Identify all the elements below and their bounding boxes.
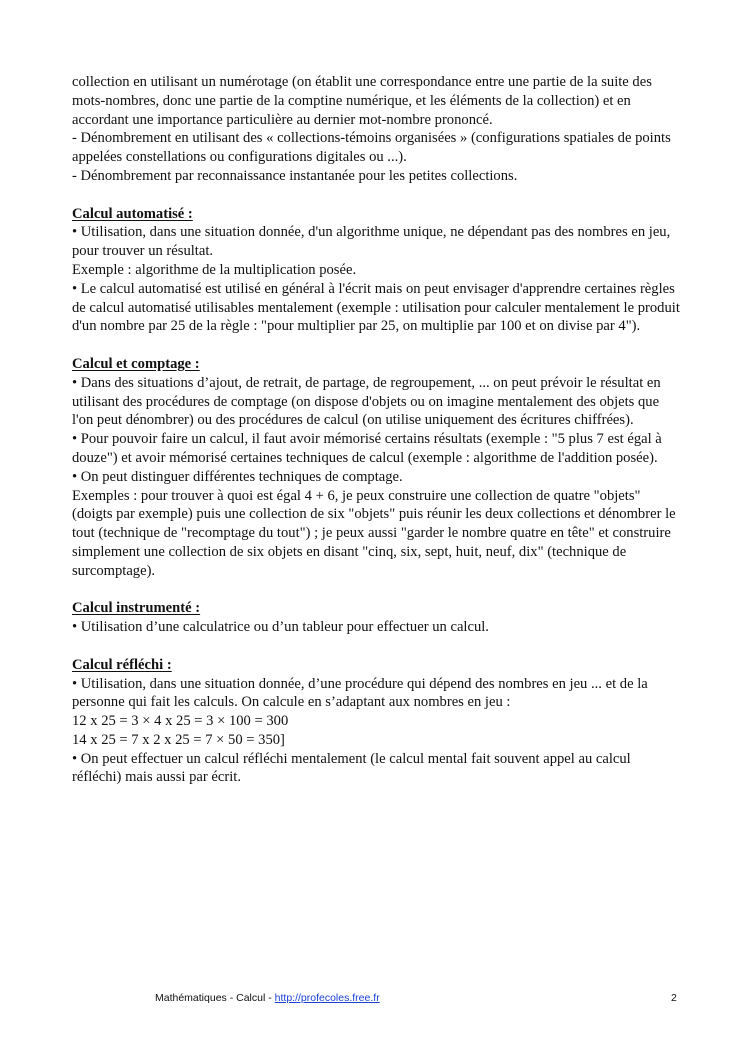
section-heading: Calcul instrumenté : <box>72 600 201 617</box>
footer-prefix: Mathématiques - Calcul - <box>155 992 275 1004</box>
paragraph: • Dans des situations d’ajout, de retrait, de partage, de regroupement, ... on peut prévoir le résultat en utilisant des procédures de comptage (on dispose d'objets ou on imagine mentalement des objets que l'on peut dénombrer) ou des procédures de calcul (on utilise uniquement des écritures chiffrées). <box>72 374 661 429</box>
section-calcul-reflechi <box>72 656 682 788</box>
paragraph: • Utilisation, dans une situation donnée, d'un algorithme unique, ne dépendant pas des nombres en jeu, pour trouver un résultat. <box>72 224 671 260</box>
page-body <box>72 73 682 787</box>
equation-line: 12 x 25 = 3 × 4 x 25 = 3 × 100 = 300 <box>72 713 289 730</box>
spacer <box>72 186 682 205</box>
footer-link[interactable]: http://profecoles.free.fr <box>274 992 380 1004</box>
spacer <box>72 581 682 600</box>
intro-paragraph-3: - Dénombrement par reconnaissance instantanée pour les petites collections. <box>72 167 518 184</box>
paragraph: • Utilisation, dans une situation donnée, d’une procédure qui dépend des nombres en jeu ... et de la personne qui fait les calculs. On calcule en s’adaptant aux nombres en jeu : <box>72 675 648 711</box>
intro-paragraph-2: - Dénombrement en utilisant des « collections-témoins organisées » (configurations spatiales de points appelées constellations ou configurations digitales ou ...). <box>72 130 671 166</box>
section-heading: Calcul automatisé : <box>72 205 193 222</box>
paragraph: Exemple : algorithme de la multiplication posée. <box>72 261 357 278</box>
paragraph: Exemples : pour trouver à quoi est égal 4 + 6, je peux construire une collection de quatre "objets" (doigts par exemple) puis une collection de six "objets" puis réunir les deux collections et dénombrer le tout (technique de "recomptage du tout") ; je peux aussi "garder le nombre quatre en tête" et construire simplement une collection de six objets en disant "cinq, six, sept, huit, neuf, dix" (technique de surcomptage). <box>72 487 676 579</box>
paragraph: • Pour pouvoir faire un calcul, il faut avoir mémorisé certains résultats (exemple : "5 plus 7 est égal à douze") et avoir mémorisé certaines techniques de calcul (exemple : algorithme de l'addition posée). <box>72 431 662 466</box>
footer-text <box>155 992 380 1004</box>
paragraph: • On peut effectuer un calcul réfléchi mentalement (le calcul mental fait souvent appel au calcul réfléchi) mais aussi par écrit. <box>72 750 631 786</box>
page-number: 2 <box>671 992 677 1004</box>
section-calcul-et-comptage <box>72 355 682 581</box>
section-calcul-instrumente <box>72 599 682 637</box>
spacer <box>72 336 682 355</box>
intro-paragraph-1: collection en utilisant un numérotage (on établit une correspondance entre une partie de la suite des mots-nombres, donc une partie de la comptine numérique, et les éléments de la collection) et en accordant une importance particulière au dernier mot-nombre prononcé. <box>72 74 652 128</box>
section-heading: Calcul et comptage : <box>72 355 200 372</box>
paragraph: • On peut distinguer différentes techniques de comptage. <box>72 468 403 485</box>
spacer <box>72 637 682 656</box>
paragraph: • Le calcul automatisé est utilisé en général à l'écrit mais on peut envisager d'apprendre certaines règles de calcul automatisé utilisables mentalement (exemple : utilisation pour calculer mentalement le produit d'un nombre par 25 de la règle : "pour multiplier par 25, on multiplie par 100 et on divise par 4"). <box>72 280 680 335</box>
section-calcul-automatise <box>72 205 682 337</box>
paragraph: • Utilisation d’une calculatrice ou d’un tableur pour effectuer un calcul. <box>72 619 489 636</box>
section-heading: Calcul réfléchi : <box>72 656 172 673</box>
equation-line: 14 x 25 = 7 x 2 x 25 = 7 × 50 = 350] <box>72 731 285 748</box>
